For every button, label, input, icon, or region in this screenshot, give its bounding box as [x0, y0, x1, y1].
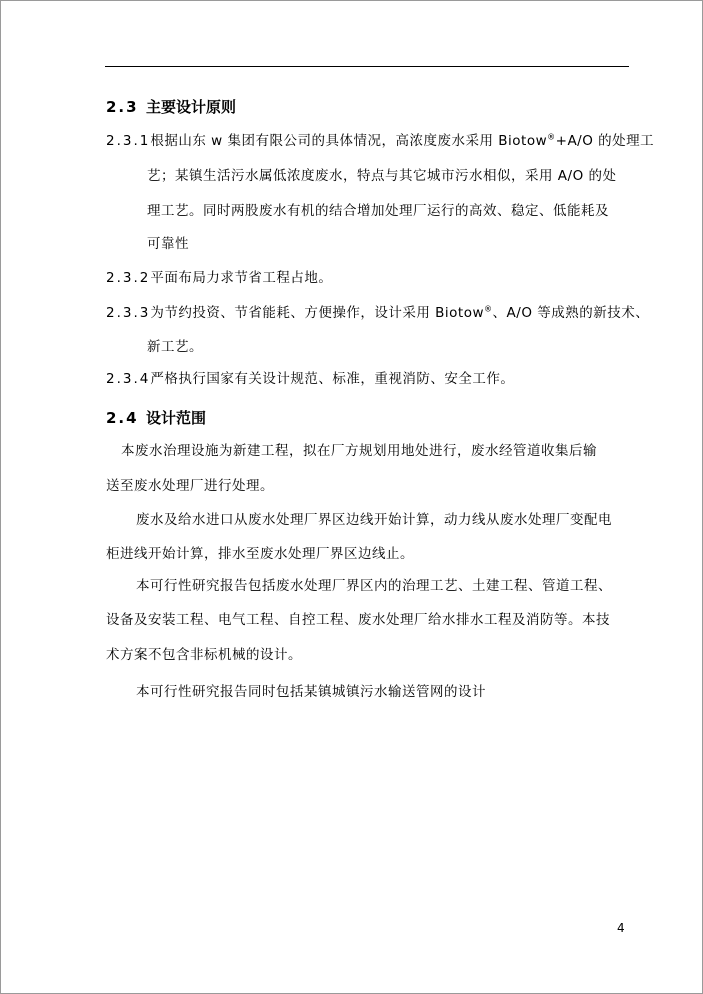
section-heading-2-3: [106, 97, 236, 117]
section-title: 主要设计原则: [146, 98, 237, 116]
paragraph-line: 术方案不包含非标机械的设计。: [106, 647, 302, 663]
item-number: 2.3.2: [106, 270, 151, 286]
page-number: 4: [617, 921, 625, 935]
section-number: 2.3: [106, 98, 139, 116]
item-text: 平面布局力求节省工程占地。: [150, 270, 333, 286]
paragraph-line: 设备及安装工程、电气工程、自控工程、废水处理厂给水排水工程及消防等。本技: [106, 612, 610, 628]
section-title: 设计范围: [146, 409, 207, 427]
item-text: 、A/O 等成熟的新技术、: [492, 305, 650, 321]
item-text: 为节约投资、节省能耗、方便操作，设计采用 Biotow: [150, 305, 485, 321]
section-number: 2.4: [106, 409, 139, 427]
list-item-2-3-1: [106, 132, 654, 150]
list-item-continuation: 理工艺。同时两股废水有机的结合增加处理厂运行的高效、稳定、低能耗及: [147, 203, 609, 219]
item-text: 严格执行国家有关设计规范、标准，重视消防、安全工作。: [150, 371, 515, 387]
paragraph-line: 本废水治理设施为新建工程，拟在厂方规划用地处进行，废水经管道收集后输: [121, 443, 597, 459]
item-number: 2.3.4: [106, 371, 151, 387]
item-text: +A/O 的处理工: [555, 133, 655, 149]
item-number: 2.3.1: [106, 133, 151, 149]
list-item-2-3-3: [106, 304, 649, 322]
list-item-continuation: 可靠性: [147, 236, 189, 252]
paragraph-line: 废水及给水进口从废水处理厂界区边线开始计算，动力线从废水处理厂变配电: [136, 512, 612, 528]
registered-mark: ®: [547, 132, 556, 142]
header-rule: [105, 66, 629, 67]
list-item-continuation: 艺；某镇生活污水属低浓度废水，特点与其它城市污水相似，采用 A/O 的处: [147, 168, 617, 184]
registered-mark: ®: [484, 304, 493, 314]
item-text: 根据山东 w 集团有限公司的具体情况，高浓度废水采用 Biotow: [150, 133, 548, 149]
section-heading-2-4: [106, 408, 206, 428]
list-item-2-3-4: [106, 370, 514, 388]
paragraph-line: 送至废水处理厂进行处理。: [106, 478, 274, 494]
paragraph-line: 本可行性研究报告包括废水处理厂界区内的治理工艺、土建工程、管道工程、: [136, 578, 612, 594]
paragraph-line: 本可行性研究报告同时包括某镇城镇污水输送管网的设计: [136, 684, 486, 700]
list-item-2-3-2: [106, 269, 332, 287]
paragraph-line: 柜进线开始计算，排水至废水处理厂界区边线止。: [106, 546, 414, 562]
list-item-continuation: 新工艺。: [147, 339, 203, 355]
item-number: 2.3.3: [106, 305, 151, 321]
